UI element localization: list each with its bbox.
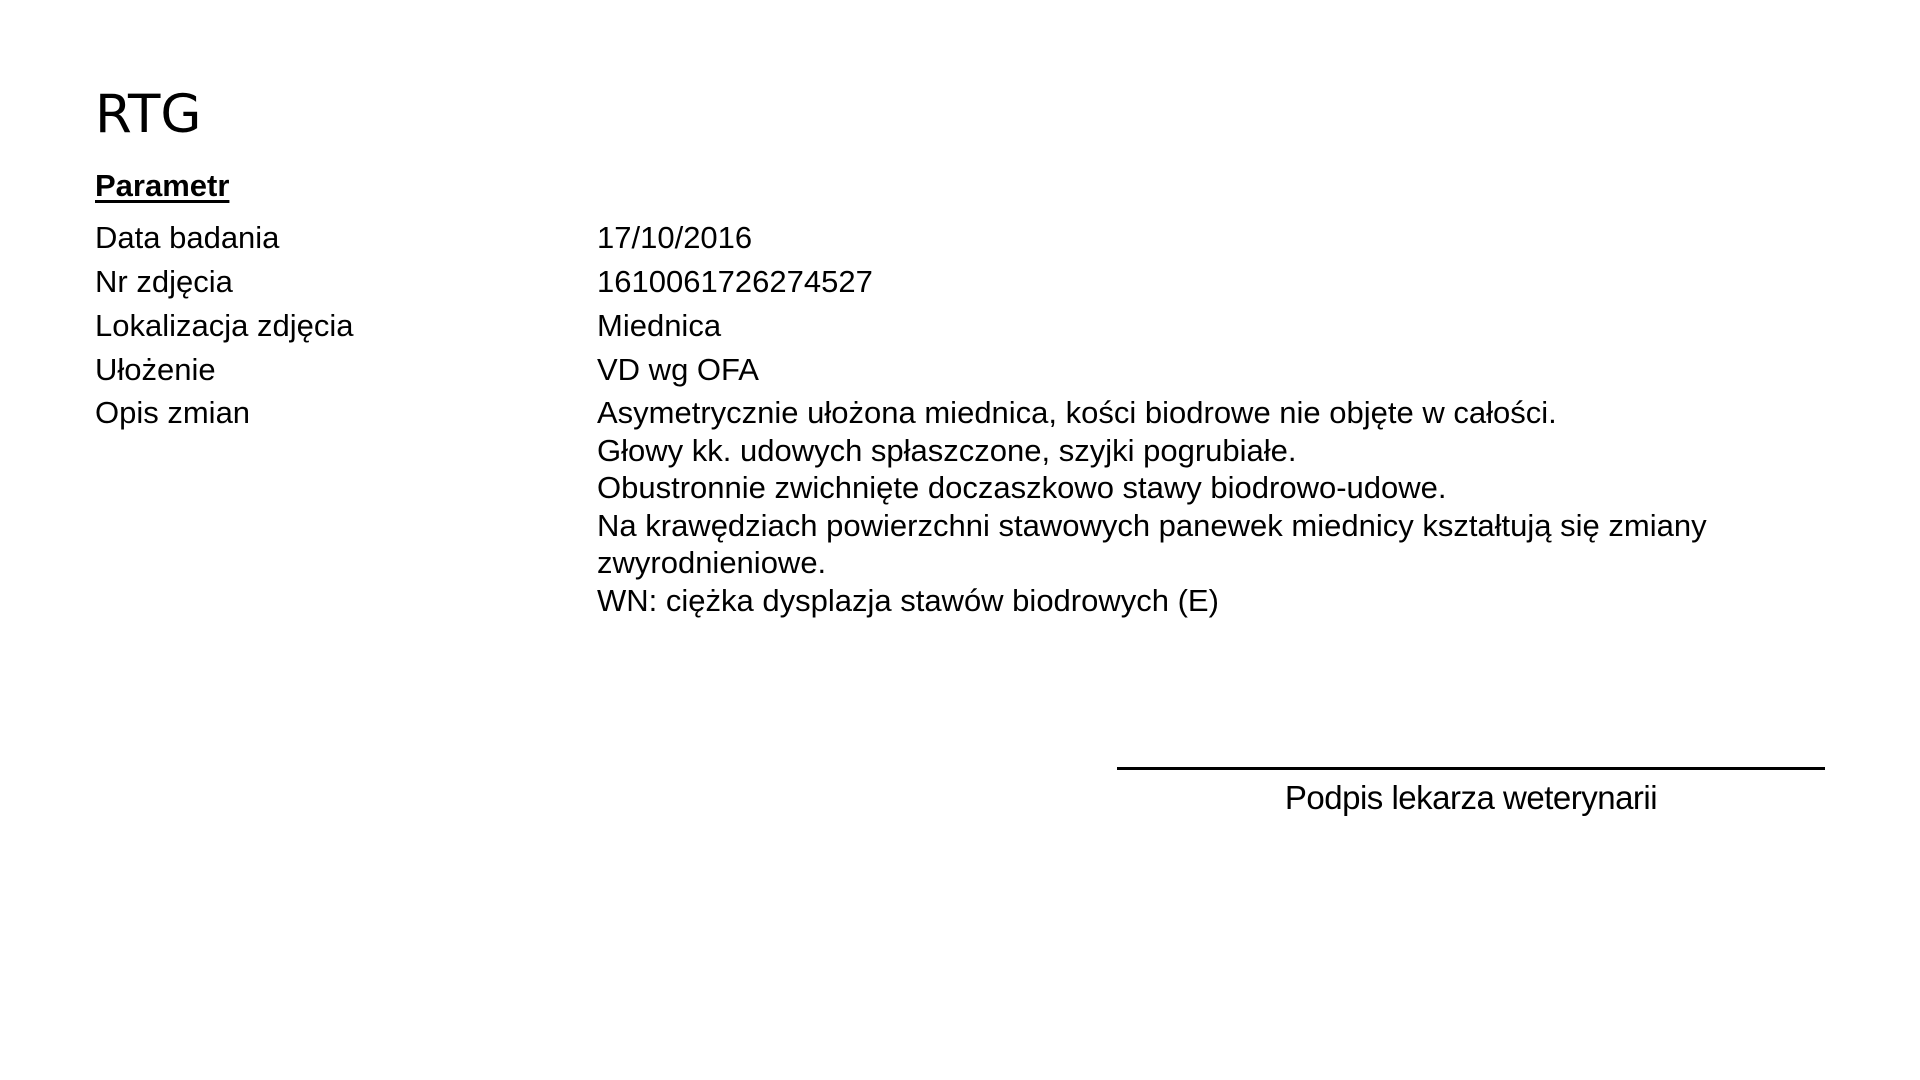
row-value: VD wg OFA: [597, 352, 759, 387]
row-label: Nr zdjęcia: [95, 264, 233, 299]
description-line: Obustronnie zwichnięte doczaszkowo stawy biodrowo-udowe.: [597, 470, 1447, 505]
signature-label: Podpis lekarza weterynarii: [1284, 779, 1658, 816]
page-title: RTG: [95, 84, 202, 145]
row-value: 1610061726274527: [597, 264, 873, 299]
row-value: 17/10/2016: [597, 220, 753, 255]
description-line: Na krawędziach powierzchni stawowych panewek miednicy kształtują się zmiany: [597, 507, 1707, 543]
signature-line: [1117, 767, 1825, 770]
description-line: Asymetrycznie ułożona miednica, kości biodrowe nie objęte w całości.: [597, 395, 1557, 430]
row-label: Ułożenie: [95, 352, 216, 387]
row-label: Lokalizacja zdjęcia: [95, 308, 354, 343]
row-value: Miednica: [597, 308, 722, 343]
description-line: WN: ciężka dysplazja stawów biodrowych (E): [597, 582, 1219, 618]
description-text: [597, 394, 1837, 619]
description-line: zwyrodnieniowe.: [597, 545, 827, 580]
row-label: Data badania: [95, 220, 280, 255]
section-header-parametr: Parametr: [95, 168, 230, 203]
row-label: Opis zmian: [95, 395, 251, 430]
description-line: Głowy kk. udowych spłaszczone, szyjki pogrubiałe.: [597, 432, 1297, 468]
